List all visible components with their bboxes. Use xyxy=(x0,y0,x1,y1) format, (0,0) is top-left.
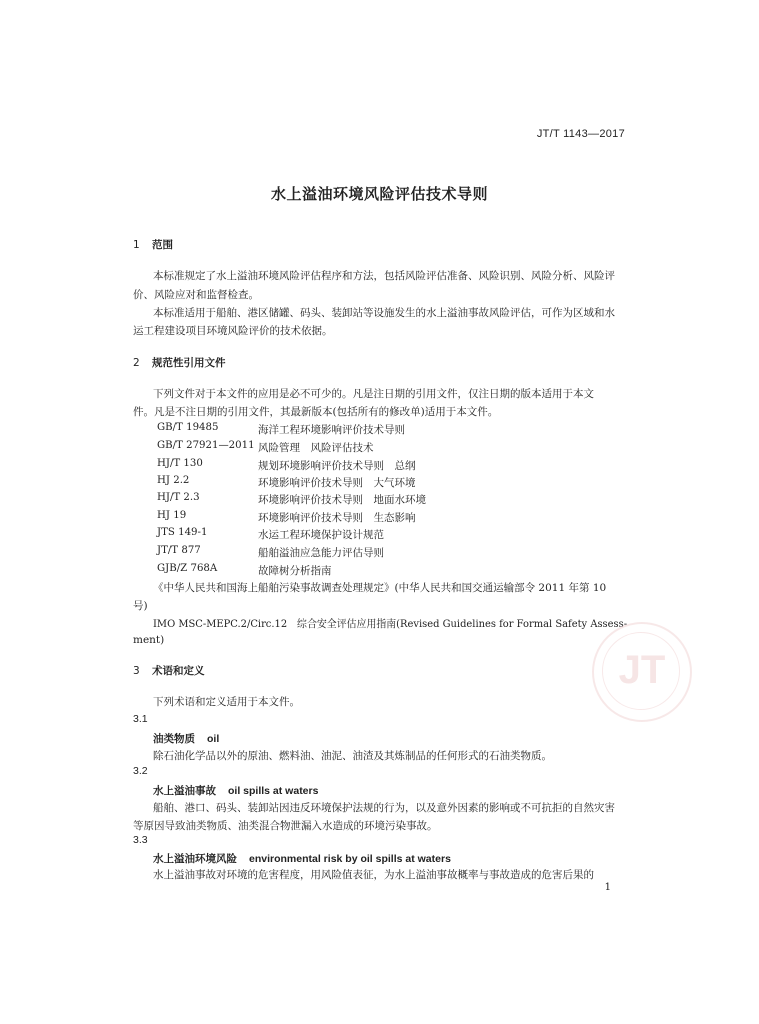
refs-intro-line-1: 下列文件对于本文件的应用是必不可少的。凡是注日期的引用文件，仅注日期的版本适用于本文 xyxy=(153,388,594,400)
term-definition: 船舶、港口、码头、装卸站因违反环境保护法规的行为，以及意外因素的影响或不可抗拒的自然灾害 xyxy=(153,802,615,814)
ref-code: HJ 19 xyxy=(157,510,187,521)
ref-name: 故障树分析指南 xyxy=(258,565,332,577)
section-number: 3 xyxy=(133,665,140,677)
ref-name: 船舶溢油应急能力评估导则 xyxy=(258,547,384,559)
section-title: 范围 xyxy=(152,239,173,251)
term-heading xyxy=(153,851,451,866)
section-3-heading xyxy=(133,663,205,678)
scope-para-1-line-1: 本标准规定了水上溢油环境风险评估程序和方法，包括风险评估准备、风险识别、风险分析、风险评 xyxy=(153,270,615,282)
section-title: 规范性引用文件 xyxy=(152,357,226,369)
section-number: 1 xyxy=(133,239,140,251)
ref-name: 风险管理 风险评估技术 xyxy=(258,442,374,454)
ref-code: HJ/T 2.3 xyxy=(157,492,200,503)
section-1-heading xyxy=(133,237,173,252)
ref-name: 环境影响评价技术导则 生态影响 xyxy=(258,512,416,524)
ref-code: HJ/T 130 xyxy=(157,458,203,469)
ref-name: 规划环境影响评价技术导则 总纲 xyxy=(258,460,416,472)
ref-regulation-line-2: 号) xyxy=(133,600,148,612)
ref-regulation-line-1: 《中华人民共和国海上船舶污染事故调查处理规定》(中华人民共和国交通运输部令 2011 年第 10 xyxy=(153,582,607,594)
ref-code: HJ 2.2 xyxy=(157,475,190,486)
ref-code: JT/T 877 xyxy=(157,545,201,556)
ref-name: 海洋工程环境影响评价技术导则 xyxy=(258,424,405,436)
ref-code: GJB/Z 768A xyxy=(157,563,218,574)
terms-intro: 下列术语和定义适用于本文件。 xyxy=(153,696,300,708)
term-definition: 水上溢油事故对环境的危害程度，用风险值表征，为水上溢油事故概率与事故造成的危害后果的 xyxy=(153,869,594,881)
term-number: 3.1 xyxy=(133,713,148,725)
scope-para-2-line-2: 运工程建设项目环境风险评价的技术依据。 xyxy=(133,325,333,337)
scope-para-2-line-1: 本标准适用于船舶、港区储罐、码头、装卸站等设施发生的水上溢油事故风险评估，可作为区域和水 xyxy=(153,307,615,319)
term-en: environmental risk by oil spills at waters xyxy=(249,853,451,865)
standard-code-header: JT/T 1143—2017 xyxy=(536,128,625,140)
section-title: 术语和定义 xyxy=(152,665,205,677)
ref-name: 环境影响评价技术导则 大气环境 xyxy=(258,477,416,489)
ref-name: 环境影响评价技术导则 地面水环境 xyxy=(258,494,426,506)
term-definition-cont: 等原因导致油类物质、油类混合物泄漏入水造成的环境污染事故。 xyxy=(133,820,438,832)
term-en: oil spills at waters xyxy=(228,785,319,797)
term-cn: 水上溢油环境风险 xyxy=(153,853,237,865)
ref-code: GB/T 19485 xyxy=(157,422,219,433)
term-number: 3.3 xyxy=(133,834,148,846)
section-number: 2 xyxy=(133,357,140,369)
document-title: 水上溢油环境风险评估技术导则 xyxy=(270,185,488,203)
term-number: 3.2 xyxy=(133,765,148,777)
page-number: 1 xyxy=(604,882,611,893)
ref-imo-line-2: ment) xyxy=(133,634,165,646)
term-cn: 油类物质 xyxy=(153,733,195,745)
ref-name: 水运工程环境保护设计规范 xyxy=(258,529,384,541)
term-definition: 除石油化学品以外的原油、燃料油、油泥、油渣及其炼制品的任何形式的石油类物质。 xyxy=(153,750,552,762)
term-cn: 水上溢油事故 xyxy=(153,785,216,797)
ref-code: JTS 149-1 xyxy=(157,527,208,538)
section-2-heading xyxy=(133,355,226,370)
seal-text: JT xyxy=(618,648,666,692)
refs-intro-line-2: 件。凡是不注日期的引用文件，其最新版本(包括所有的修改单)适用于本文件。 xyxy=(133,406,499,418)
scope-para-1-line-2: 价、风险应对和监督检查。 xyxy=(133,289,259,301)
ref-code: GB/T 27921—2011 xyxy=(157,440,255,451)
term-heading xyxy=(153,783,318,798)
ref-imo-line-1: IMO MSC-MEPC.2/Circ.12 综合安全评估应用指南(Revised Guidelines for Formal Safety Assess- xyxy=(153,618,628,630)
term-heading xyxy=(153,731,219,746)
jt-watermark-seal xyxy=(592,622,692,722)
term-en: oil xyxy=(207,733,220,745)
